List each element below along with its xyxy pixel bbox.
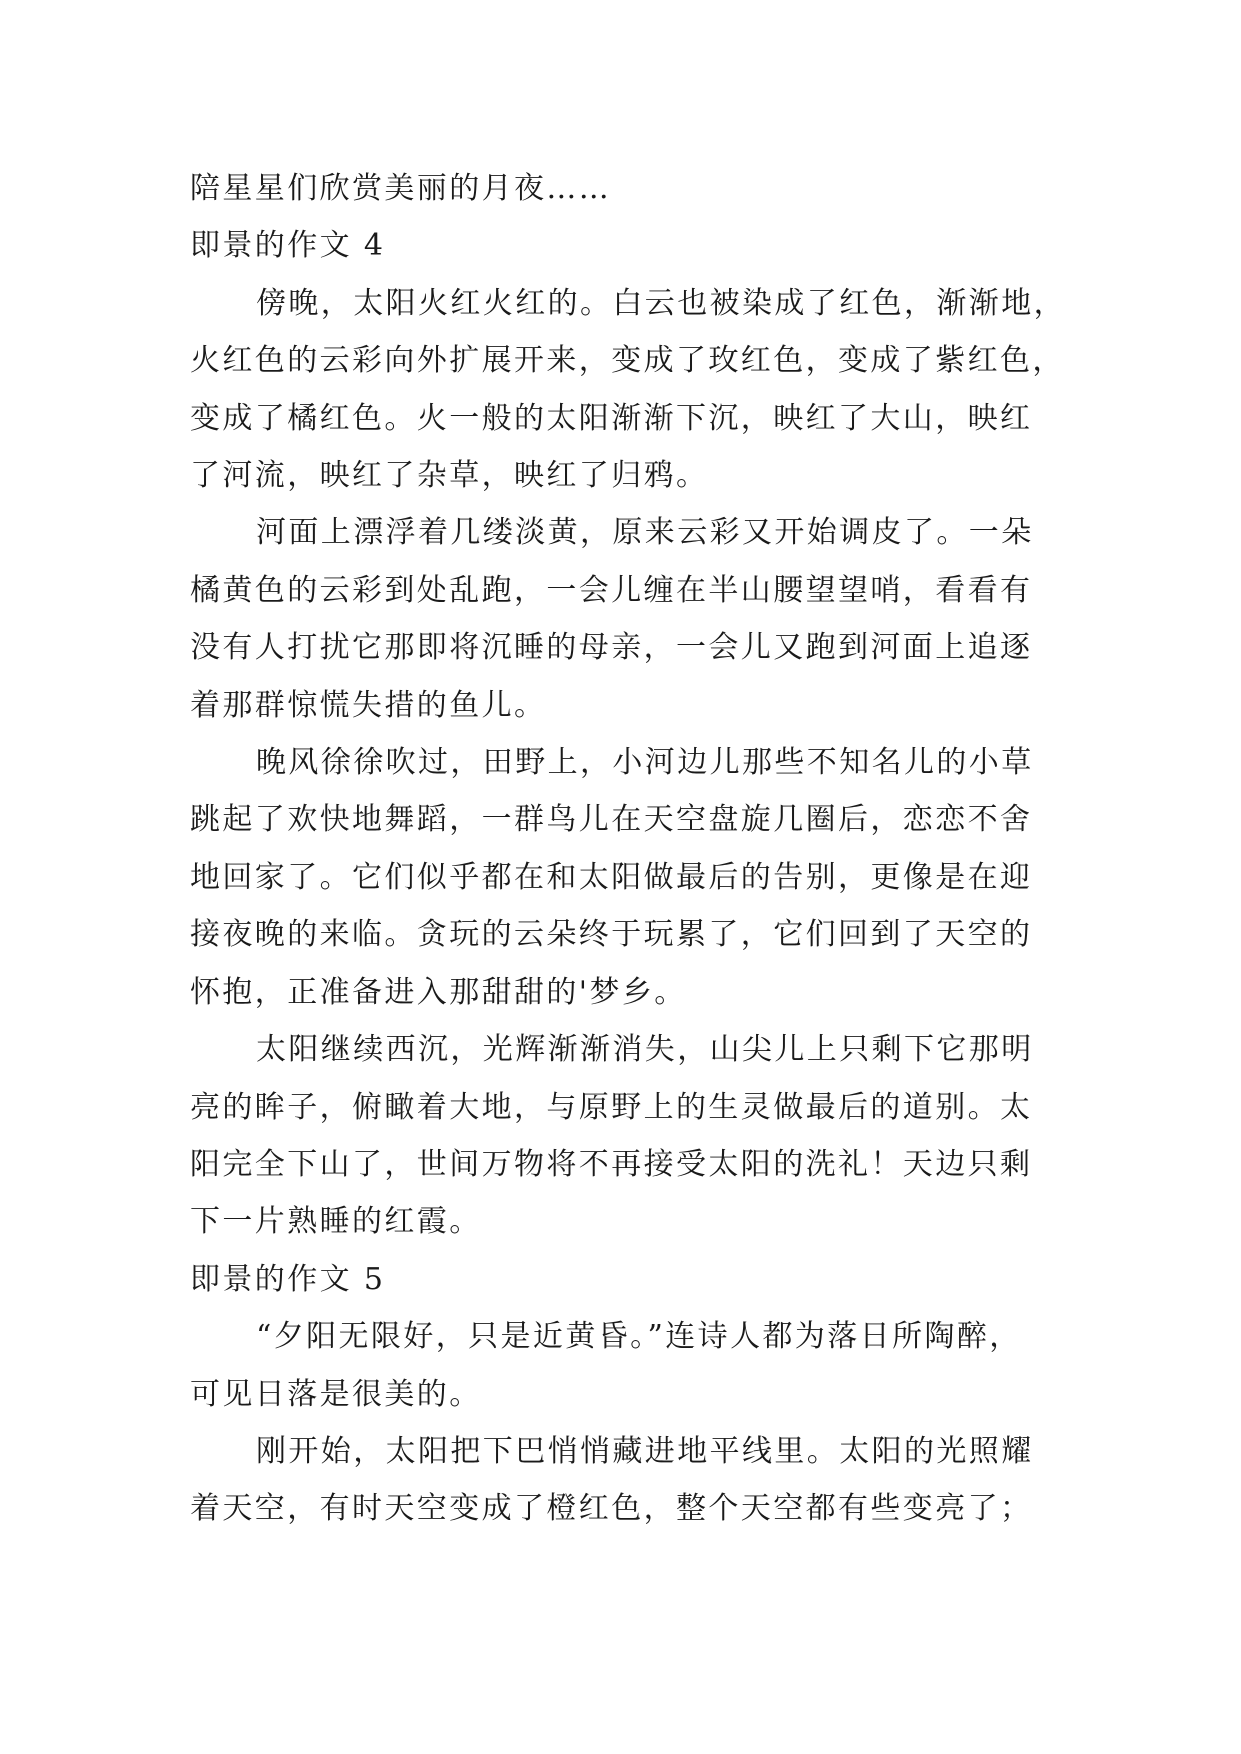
text-line: 变成了橘红色。火一般的太阳渐渐下沉，映红了大山，映红 xyxy=(190,400,1033,436)
continuation-line: 陪星星们欣赏美丽的月夜…… xyxy=(190,171,612,206)
text-line: 刚开始，太阳把下巴悄悄藏进地平线里。太阳的光照耀 xyxy=(256,1433,1034,1469)
paragraph xyxy=(190,275,1066,505)
text-line: 可见日落是很美的。 xyxy=(190,1376,482,1412)
text-line: 亮的眸子，俯瞰着大地，与原野上的生灵做最后的道别。太 xyxy=(190,1089,1033,1125)
section-heading: 即景的作文 4 xyxy=(190,228,386,264)
paragraph xyxy=(190,734,1060,1021)
paragraph xyxy=(190,504,1060,734)
text-line: 跳起了欢快地舞蹈，一群鸟儿在天空盘旋几圈后，恋恋不舍 xyxy=(190,802,1033,838)
text-line: 怀抱，正准备进入那甜甜的'梦乡。 xyxy=(190,974,687,1010)
text-line: 接夜晚的来临。贪玩的云朵终于玩累了，它们回到了天空的 xyxy=(190,917,1033,953)
text-line: 了河流，映红了杂草，映红了归鸦。 xyxy=(190,458,709,494)
text-line: 没有人打扰它那即将沉睡的母亲，一会儿又跑到河面上追逐 xyxy=(190,630,1033,666)
text-line: 傍晚，太阳火红火红的。白云也被染成了红色，渐渐地， xyxy=(256,285,1066,321)
paragraph xyxy=(190,1308,1060,1423)
text-line: 晚风徐徐吹过，田野上，小河边儿那些不知名儿的小草 xyxy=(256,745,1034,781)
text-line: 火红色的云彩向外扩展开来，变成了玫红色，变成了紫红色， xyxy=(190,343,1065,379)
text-line: 河面上漂浮着几缕淡黄，原来云彩又开始调皮了。一朵 xyxy=(256,515,1034,551)
text-line: “夕阳无限好，只是近黄昏。”连诗人都为落日所陶醉， xyxy=(256,1319,1022,1355)
document-body xyxy=(190,160,1066,1538)
text-line: 地回家了。它们似乎都在和太阳做最后的告别，更像是在迎 xyxy=(190,859,1033,895)
text-line: 着天空，有时天空变成了橙红色，整个天空都有些变亮了； xyxy=(190,1491,1033,1527)
text-line: 橘黄色的云彩到处乱跑，一会儿缠在半山腰望望哨，看看有 xyxy=(190,572,1033,608)
section-heading: 即景的作文 5 xyxy=(190,1261,386,1297)
paragraph xyxy=(190,1423,1060,1538)
paragraph xyxy=(190,1021,1060,1251)
text-line: 下一片熟睡的红霞。 xyxy=(190,1204,482,1240)
text-line: 太阳继续西沉，光辉渐渐消失，山尖儿上只剩下它那明 xyxy=(256,1032,1034,1068)
text-line: 阳完全下山了，世间万物将不再接受太阳的洗礼！天边只剩 xyxy=(190,1146,1033,1182)
text-line: 着那群惊慌失措的鱼儿。 xyxy=(190,687,547,723)
